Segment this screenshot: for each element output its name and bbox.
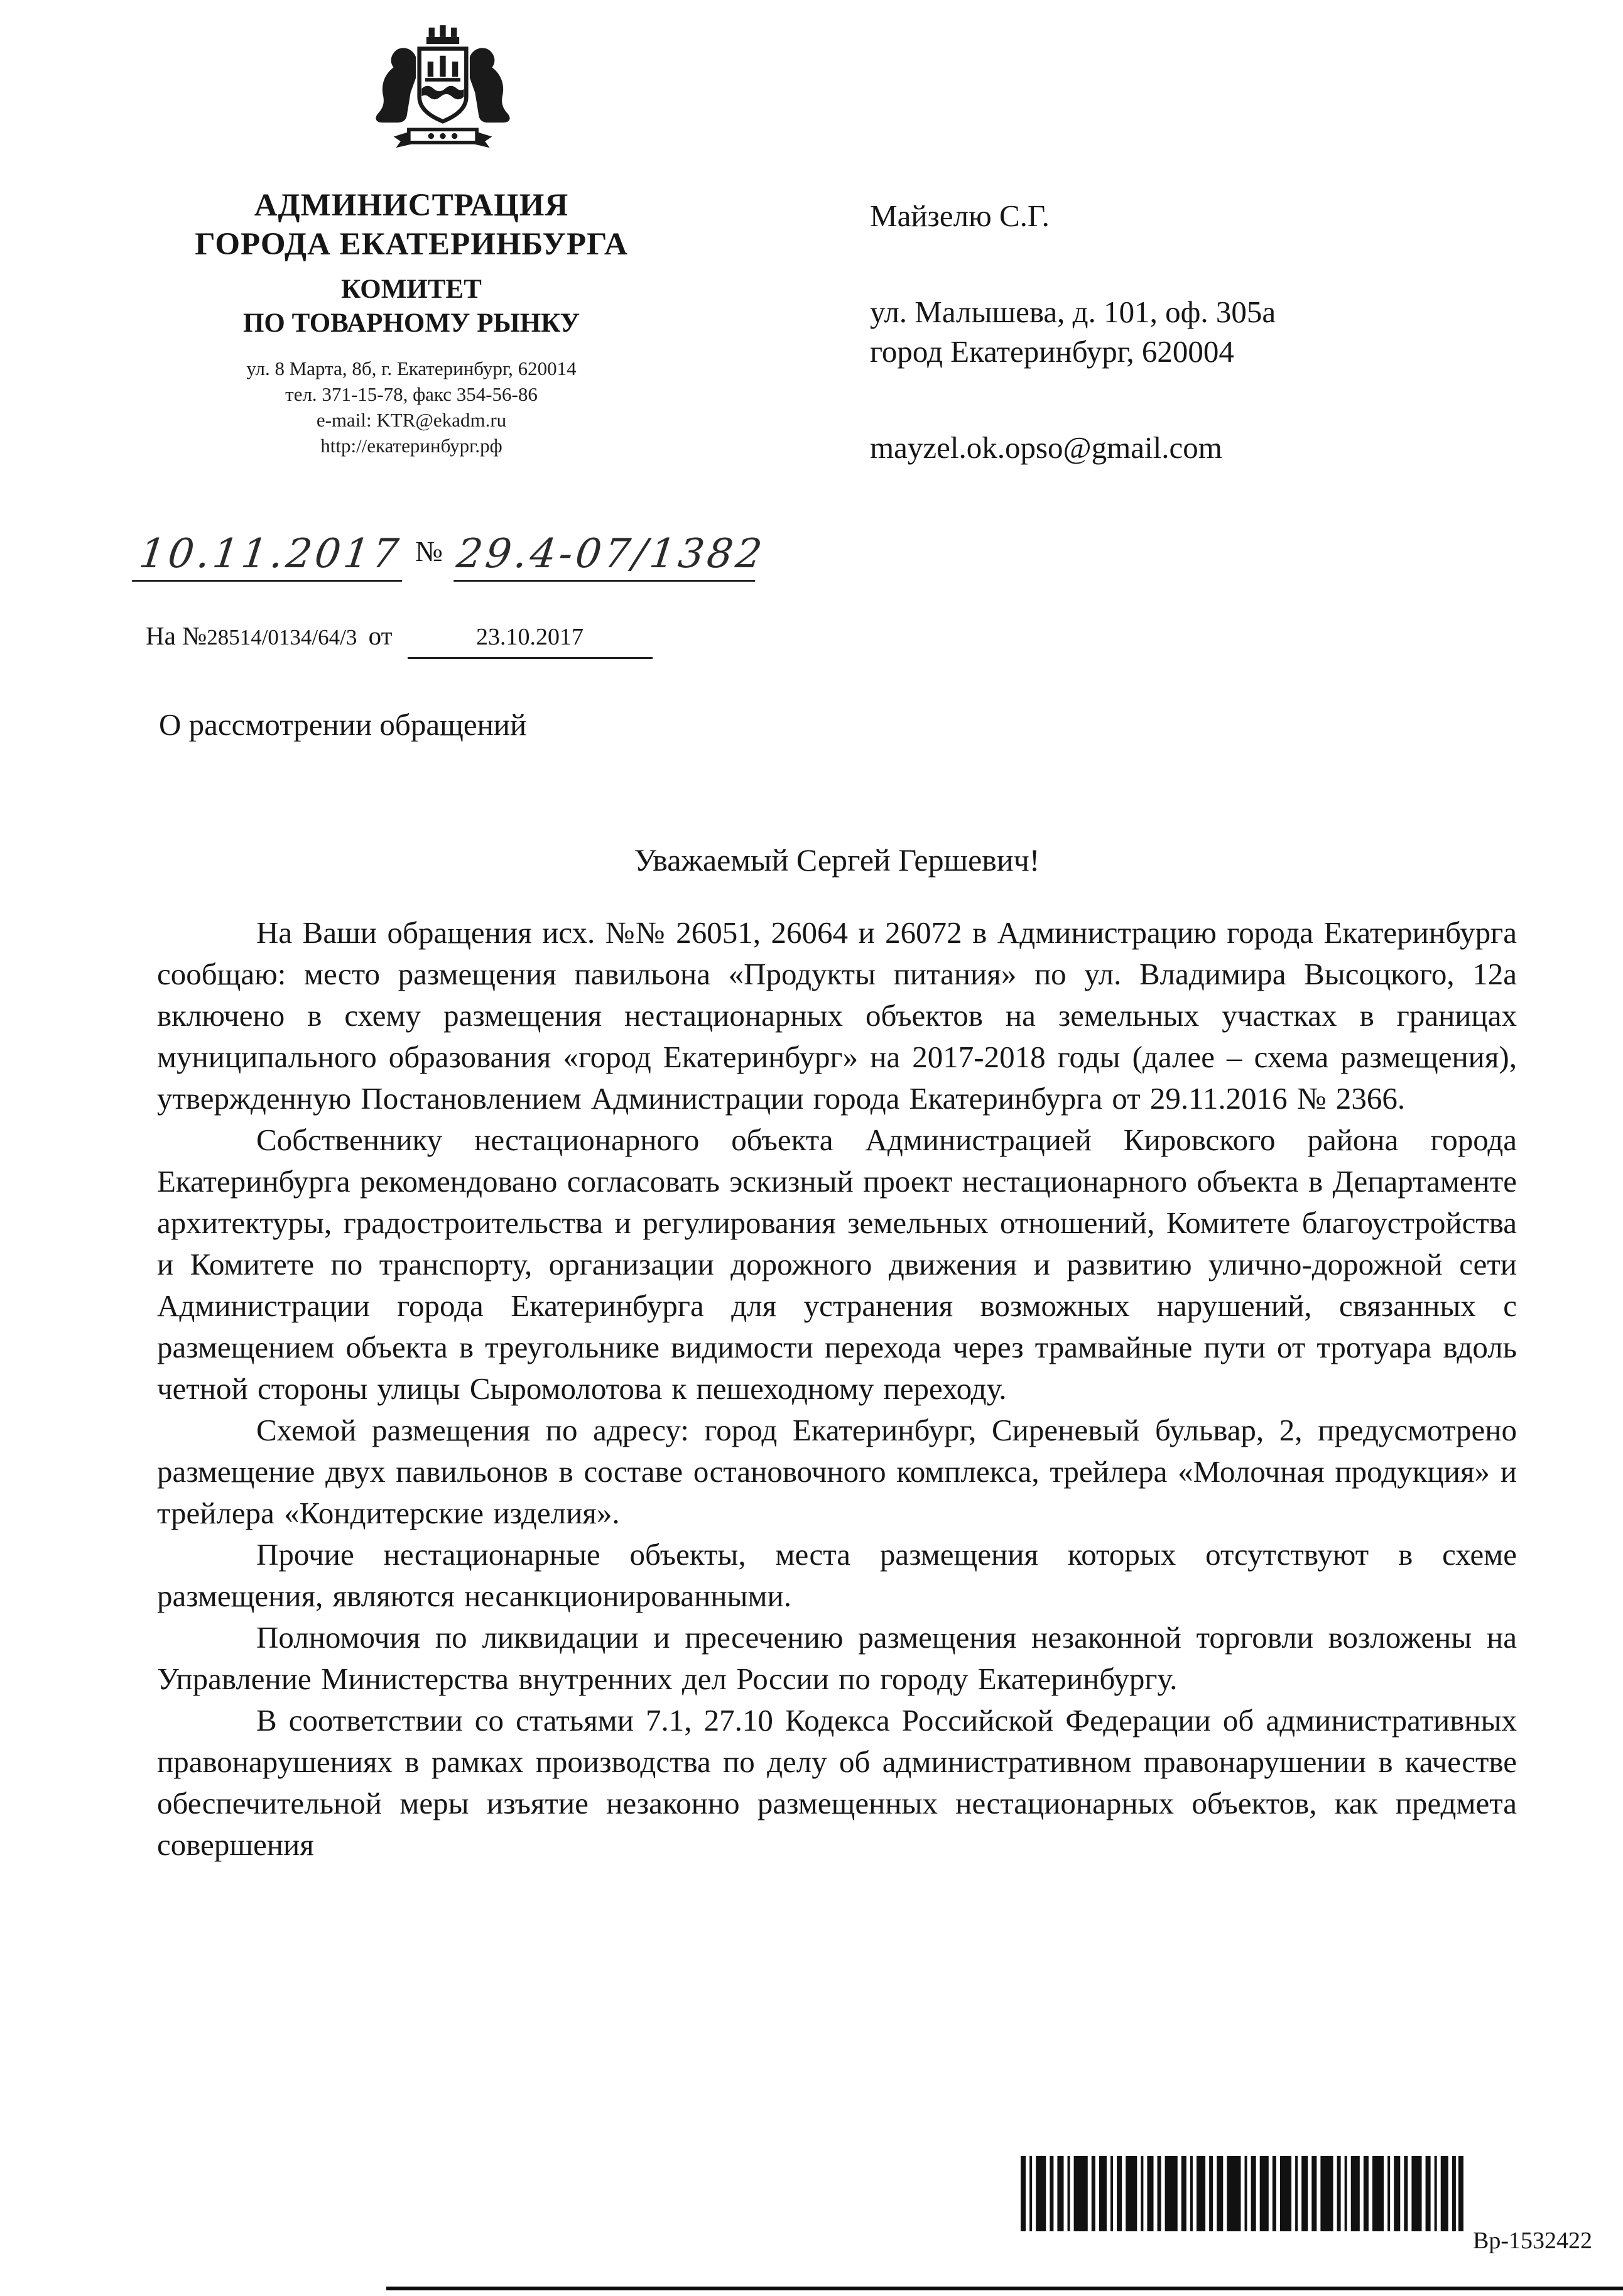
paragraph-2: Собственнику нестационарного объекта Администрацией Кировского района города Екатеринбурга рекомендовано согласовать эскизный проект нестационарного объекта в Департаменте архитектуры, градостроительства и регулирования земельных отношений, Комитете благоустройства и Комитете по транспорту, организации дорожного движения и развитию улично-дорожной сети Администрации города Екатеринбурга для устранения возможных нарушений, связанных с размещением объекта в треугольнике видимости перехода через трамвайные пути от тротуара вдоль четной стороны улицы Сыромолотова к пешеходному переходу. [157,1123,1517,1406]
incoming-reference-line [146,621,653,659]
reply-prefix: На № [146,621,207,650]
dept-name-line2: ПО ТОВАРНОМУ РЫНКУ [242,308,580,338]
recipient-block [870,196,1529,467]
letterhead-phone: тел. 371-15-78, факс 354-56-86 [285,383,538,405]
dept-name-line1: КОМИТЕТ [341,275,482,304]
barcode-label: Вр-1532422 [1473,2228,1592,2254]
reply-number: 28514/0134/64/3 [207,625,357,650]
outgoing-number-handwritten: 29.4-07/1382 [453,531,761,582]
letterhead-website: http://екатеринбург.рф [320,435,502,457]
paragraph-1: На Ваши обращения исх. №№ 26051, 26064 и 26072 в Администрацию города Екатеринбурга сообщаю: место размещения павильона «Продукты питания» по ул. Владимира Высоцкого, 12а включено в схему размещения нестационарных объектов на земельных участках в границах муниципального образования «город Екатеринбург» на 2017-2018 годы (далее – схема размещения), утвержденную Постановлением Администрации города Екатеринбурга от 29.11.2016 № 2366. [157,915,1517,1116]
letterhead-email: e-mail: KTR@ekadm.ru [316,409,507,431]
paragraph-6: В соответствии со статьями 7.1, 27.10 Кодекса Российской Федерации об административных правонарушениях в рамках производства по делу об административном правонарушении в качестве обеспечительной меры изъятие незаконно размещенных нестационарных объектов, как предмета совершения [157,1703,1517,1862]
number-sign: № [415,535,443,567]
barcode [1021,2156,1463,2231]
letterhead-address: ул. 8 Марта, 8б, г. Екатеринбург, 620014 [246,357,577,379]
outgoing-reference-line [135,531,768,582]
recipient-name: Майзелю С.Г. [870,199,1050,233]
barcode-icon [1021,2156,1463,2231]
salutation: Уважаемый Сергей Гершевич! [634,842,1040,878]
recipient-address-line2: город Екатеринбург, 620004 [870,334,1234,369]
recipient-address-line1: ул. Малышева, д. 101, оф. 305а [870,295,1276,329]
letterhead [97,186,725,459]
yekaterinburg-coat-of-arms-icon [355,16,531,170]
recipient-email: mayzel.ok.opso@gmail.com [870,430,1222,465]
paragraph-3: Схемой размещения по адресу: город Екатеринбург, Сиреневый бульвар, 2, предусмотрено размещение двух павильонов в составе остановочного комплекса, трейлера «Молочная продукция» и трейлера «Кондитерские изделия». [157,1413,1517,1530]
letterhead-contacts [97,356,725,459]
reply-date: 23.10.2017 [408,623,653,659]
org-name-line1: АДМИНИСТРАЦИЯ [254,188,569,223]
paragraph-4: Прочие нестационарные объекты, места размещения которых отсутствуют в схеме размещения, являются несанкционированными. [157,1537,1517,1613]
scan-edge-line [386,2287,1623,2290]
letter-subject: О рассмотрении обращений [159,707,527,742]
reply-ot-label: от [368,621,393,650]
letter-body [157,912,1517,1866]
outgoing-date-handwritten: 10.11.2017 [132,531,408,582]
paragraph-5: Полномочия по ликвидации и пресечению размещения незаконной торговли возложены на Управление Министерства внутренних дел России по городу Екатеринбургу. [157,1620,1517,1696]
org-name-line2: ГОРОДА ЕКАТЕРИНБУРГА [195,227,628,262]
